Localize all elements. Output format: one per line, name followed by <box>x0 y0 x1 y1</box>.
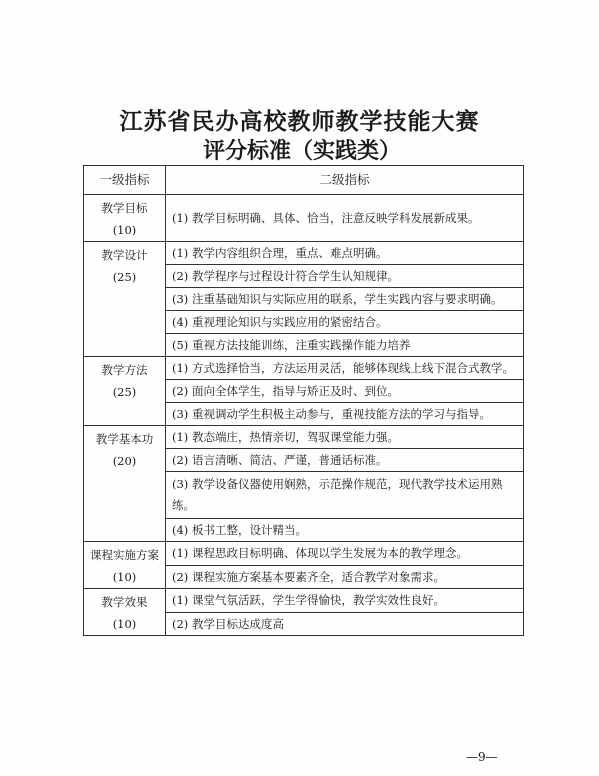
level1-cell: 教学效果(10) <box>84 589 166 636</box>
level1-score: (10) <box>112 570 137 584</box>
level2-cell: (1) 教态端庄，热情亲切，驾驭课堂能力强。 <box>166 426 524 449</box>
level2-cell: (1) 教学目标明确、具体、恰当，注意反映学科发展新成果。 <box>166 195 524 242</box>
level2-cell: (2) 语言清晰、简洁、严谨，普通话标准。 <box>166 449 524 472</box>
level1-cell: 教学目标(10) <box>84 195 166 242</box>
level1-score: (20) <box>112 454 137 468</box>
table-header-row <box>84 166 524 195</box>
rubric-table <box>83 165 524 636</box>
level2-cell: (4) 重视理论知识与实践应用的紧密结合。 <box>166 311 524 334</box>
level2-cell: (2) 教学程序与过程设计符合学生认知规律。 <box>166 265 524 288</box>
document-title: 江苏省民办高校教师教学技能大赛 <box>119 108 480 135</box>
level1-cell: 教学方法(25) <box>84 357 166 426</box>
level2-cell: (5) 重视方法技能训练，注重实践操作能力培养 <box>166 334 524 357</box>
header-level1: 一级指标 <box>84 166 166 195</box>
level1-label: 教学基本功 <box>95 432 154 446</box>
page-number: —9— <box>466 750 498 764</box>
document-subtitle: 评分标准（实践类） <box>203 138 402 164</box>
level1-cell <box>84 426 166 542</box>
level2-cell: (1) 方式选择恰当，方法运用灵活，能够体现线上线下混合式教学。 <box>166 357 524 380</box>
level2-cell: (2) 课程实施方案基本要素齐全，适合教学对象需求。 <box>166 565 524 589</box>
level1-cell <box>84 542 166 589</box>
level1-label: 课程实施方案 <box>90 548 159 562</box>
level2-cell: (1) 教学内容组织合理，重点、难点明确。 <box>166 242 524 265</box>
level2-cell: (2) 教学目标达成度高 <box>166 612 524 636</box>
table-row <box>84 242 524 265</box>
level1-cell: 教学设计(25) <box>84 242 166 357</box>
level2-cell: (3) 注重基础知识与实际应用的联系，学生实践内容与要求明确。 <box>166 288 524 311</box>
table-row <box>84 195 524 242</box>
level2-cell: (3) 重视调动学生积极主动参与，重视技能方法的学习与指导。 <box>166 403 524 426</box>
level2-cell: (1) 课程思政目标明确、体现以学生发展为本的教学理念。 <box>166 542 524 566</box>
level2-cell: (4) 板书工整，设计精当。 <box>166 519 524 542</box>
table-row <box>84 357 524 380</box>
header-level2: 二级指标 <box>166 166 524 195</box>
table-row <box>84 542 524 566</box>
table-row <box>84 426 524 449</box>
level2-cell: (3) 教学设备仪器使用娴熟，示范操作规范，现代教学技术运用熟练。 <box>166 472 524 519</box>
table-row <box>84 589 524 613</box>
level2-cell: (1) 课堂气氛活跃，学生学得愉快，教学实效性良好。 <box>166 589 524 613</box>
level2-cell: (2) 面向全体学生，指导与矫正及时、到位。 <box>166 380 524 403</box>
